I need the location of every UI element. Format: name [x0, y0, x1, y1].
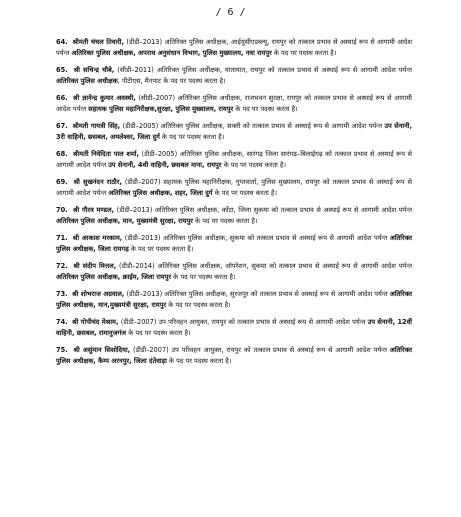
- entry-text-end: के पद पर पदस्थ करता है।: [166, 356, 232, 365]
- posting-designation: अतिरिक्त पुलिस अधीक्षक, जिला रायगढ़: [56, 234, 412, 253]
- officer-name: श्रीमती गायत्री सिंह,: [72, 122, 121, 130]
- entry-text: (डीडी–2014) अतिरिक्त पुलिस अधीक्षक, ऑपरेशन, सुकमा को तत्काल प्रभाव से अस्थाई रूप से आगामी आदेश पर्यन्त: [116, 262, 412, 270]
- order-entry: [56, 205, 412, 226]
- entry-text: (डीडी–2005) अतिरिक्त पुलिस अधीक्षक, सारंगढ़ जिला सारंगढ़–बिलाईगढ़ को तत्काल प्रभाव से अस्थाई रूप से आगामी आदेश पर्यन्त: [56, 150, 412, 169]
- officer-name: श्री गौरव मण्डल,: [72, 206, 115, 214]
- order-entries-list: [56, 37, 412, 373]
- entry-text-end: के पद पर पदस्थ करता है।: [171, 272, 236, 281]
- entry-text: (सीडी–2007) अतिरिक्त पुलिस अधीक्षक, राजभवन सुरक्षा, रायपुर को तत्काल प्रभाव से अस्थाई रूप से आगामी आदेश पर्यन्त: [56, 94, 412, 113]
- officer-name: श्रीमती निवेदिता पाल शर्मा,: [72, 150, 139, 158]
- entry-number: 72.: [56, 262, 68, 270]
- posting-designation: अतिरिक्त पुलिस अधीक्षक: [56, 76, 118, 85]
- entry-number: 75.: [56, 346, 68, 354]
- entry-number: 70.: [56, 206, 68, 214]
- posting-designation: अतिरिक्त पुलिस अधीक्षक, शहर, जिला दुर्ग: [108, 188, 213, 197]
- officer-name: श्रीमती चंचल तिवारी,: [72, 38, 124, 46]
- entry-text: (सीडी–2011) अतिरिक्त पुलिस अधीक्षक, यातायात, रायपुर को तत्काल प्रभाव से अस्थाई रूप से आगामी आदेश पर्यन्त: [114, 66, 412, 74]
- order-entry: [56, 149, 412, 170]
- entry-text-end: के पद पर पदस्थ करता है।: [128, 244, 194, 253]
- entry-text-end: , पीटीएस, मैनपाट के पद पर पदस्थ करता है।: [117, 76, 226, 85]
- entry-text-end: के पद पर पदस्थ करता है।: [166, 300, 231, 309]
- order-entry: [56, 317, 412, 338]
- order-entry: [56, 261, 412, 282]
- entry-number: 74.: [56, 318, 68, 326]
- officer-name: श्री शोभराज अग्रवाल,: [72, 290, 125, 298]
- page-number: / 6 /: [215, 7, 246, 18]
- officer-name: श्री ज्ञानेन्द्र कुमार अवस्थी,: [72, 94, 136, 102]
- order-entry: [56, 65, 412, 86]
- entry-text-end: के पद पर पदस्थ करता है।: [192, 216, 258, 225]
- posting-designation: अतिरिक्त पुलिस अधीक्षक, कैम्प अरनपुर, जिला दंतेवाड़ा: [56, 346, 412, 365]
- posting-designation: सहायक पुलिस महानिरीक्षक,सुरक्षा, पुलिस मुख्यालय, रायपुर: [88, 104, 234, 113]
- entry-text: (डीडी–2013) अतिरिक्त पुलिस अधीक्षक, आईयूसीएडब्ल्यू, रायपुर को तत्काल प्रभाव से अस्थाई रूप से आगामी आदेश पर्यन्त: [56, 38, 412, 57]
- posting-designation: अतिरिक्त पुलिस अधीक्षक, क्राईम, जिला रायपुर: [56, 272, 172, 281]
- officer-name: श्री आकाश मरकाम,: [72, 234, 123, 242]
- entry-text: (डीडी–2007) उप परिवहन आयुक्त, रायपुर को तत्काल प्रभाव से अस्थाई रूप से आगामी आदेश पर्यन्त: [130, 346, 390, 354]
- posting-designation: उप सेनानी, 3री वाहिनी, छसबल, अमलेश्वर, जिला दुर्ग: [56, 122, 412, 141]
- entry-number: 64.: [56, 38, 68, 46]
- officer-name: श्री असुंमान सिसोदिया,: [73, 346, 131, 354]
- entry-text-end: के पद पर पदस्थ करता है।: [126, 328, 191, 337]
- entry-number: 65.: [56, 66, 68, 74]
- entry-text: (डीडी–2013) अतिरिक्त पुलिस अधीक्षक, सुकमा को तत्काल प्रभाव से अस्थाई रूप से आगामी आदेश पर्यन्त: [122, 234, 390, 242]
- entry-text-end: के पद पर पदस्थ करता है।: [271, 48, 337, 57]
- posting-designation: अतिरिक्त पुलिस अधीक्षक, मान,मुख्यमंत्री सुरक्षा, रायपुर: [56, 290, 412, 309]
- entry-number: 73.: [56, 290, 68, 298]
- order-entry: [56, 289, 412, 310]
- posting-designation: अतिरिक्त पुलिस अधीक्षक, अपराध अनुसंधान विभाग, पुलिस मुख्यालय, नवा रायपुर: [71, 48, 272, 57]
- officer-name: श्री सुखनंदन राठौर,: [73, 178, 122, 186]
- entry-number: 68.: [56, 150, 68, 158]
- officer-name: श्री संदीप मित्तल,: [73, 262, 117, 270]
- officer-name: श्री सचिन्द्र चौबे,: [73, 66, 115, 74]
- entry-text-end: के पद पर पदस्थ करता है।: [233, 104, 298, 113]
- entry-number: 69.: [56, 178, 68, 186]
- order-entry: [56, 177, 412, 198]
- entry-number: 71.: [56, 234, 68, 242]
- entry-text: (डीडी–2005) अतिरिक्त पुलिस अधीक्षक, सक्ती को तत्काल प्रभाव से अस्थाई रूप से आगामी आदेश पर्यन्त: [120, 122, 385, 130]
- order-entry: [56, 345, 412, 366]
- order-entry: [56, 93, 412, 114]
- entry-text: (डीडी–2013) अतिरिक्त पुलिस अधीक्षक, कोंटा, जिला सुकमा को तत्काल प्रभाव से अस्थाई रूप से आगामी आदेश पर्यन्त: [114, 206, 412, 214]
- order-entry: [56, 121, 412, 142]
- entry-text-end: के पद पर पदस्थ करता है।: [159, 132, 225, 141]
- order-entry: [56, 233, 412, 254]
- entry-number: 66.: [56, 94, 68, 102]
- posting-designation: उप सेनानी, 4थी वाहिनी, छसबल माना, रायपुर: [108, 160, 222, 169]
- entry-number: 67.: [56, 122, 68, 130]
- entry-text: (डीडी–2007) सहायक पुलिस महानिरीक्षक, गुप्तवार्ता, पुलिस मुख्यालय, रायपुर को तत्काल प्रभाव से अस्थाई रूप से आगामी आदेश पर्यन्त: [56, 178, 412, 197]
- posting-designation: उप सेनानी, 12वीं वाहिनी, छसबल, रामानुजगंज: [56, 318, 413, 337]
- posting-designation: अतिरिक्त पुलिस अधीक्षक, मान, मुख्यमंत्री सुरक्षा, रायपुर: [56, 216, 193, 225]
- entry-text: (डीडी–2013) अतिरिक्त पुलिस अधीक्षक, सुरजपुर को तत्काल प्रभाव से अस्थाई रूप से आगामी आदेश पर्यन्त: [124, 290, 390, 298]
- order-entry: [56, 37, 412, 58]
- entry-text: (डीडी–2007) उप परिवहन आयुक्त, रायपुर को तत्काल प्रभाव से अस्थाई रूप से आगामी आदेश पर्यन्त: [118, 318, 368, 326]
- entry-text-end: के पद पर पदस्थ करता है।: [221, 160, 286, 169]
- officer-name: श्री गोपीचंद मेश्राम,: [72, 318, 119, 326]
- entry-text-end: के पद पर पदस्थ करता है।: [212, 188, 277, 197]
